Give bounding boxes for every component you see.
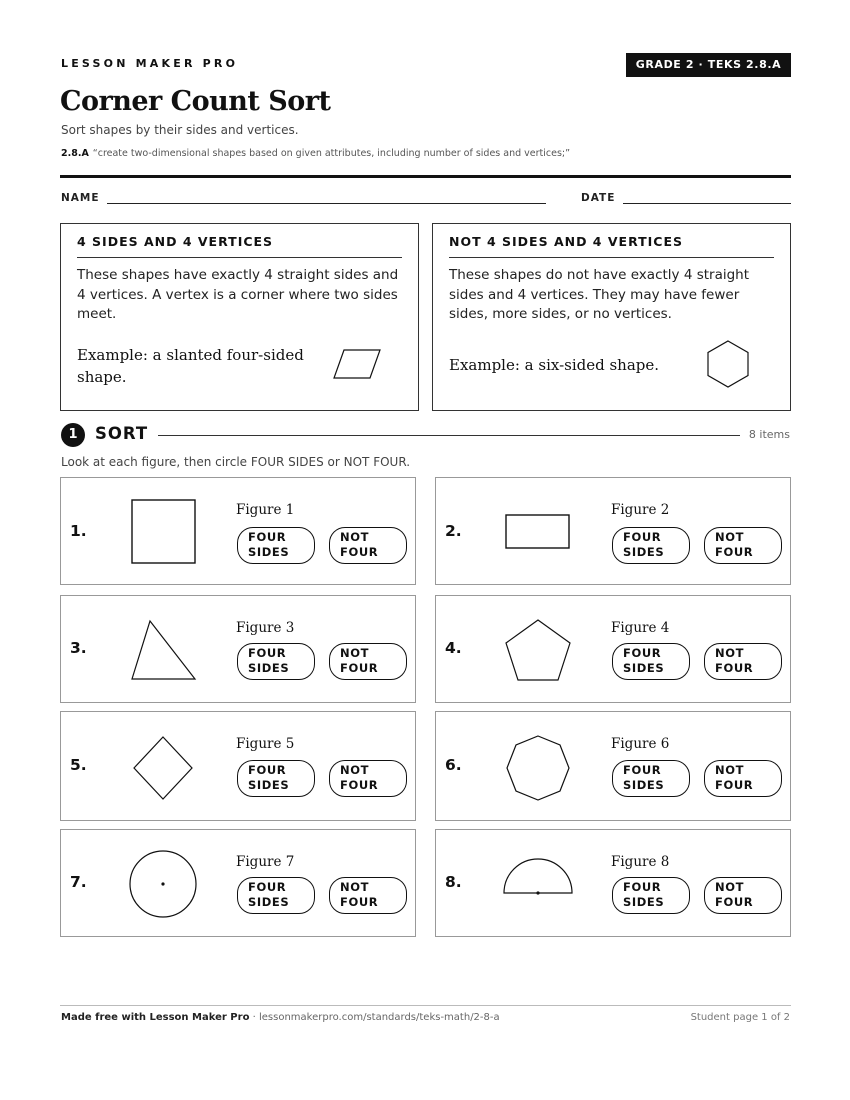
- choice-text: FOUR: [248, 762, 287, 777]
- hexagon-icon: [703, 338, 753, 390]
- choice-text: FOUR: [715, 778, 754, 792]
- item-count: 8 items: [748, 428, 790, 441]
- sort-item-7: [60, 829, 416, 937]
- figure-label: Figure 5: [236, 736, 295, 752]
- definition-description: These shapes do not have exactly 4 straight sides and 4 vertices. They may have fewer sides, more sides, or no vertices.: [449, 267, 750, 322]
- four-sides-choice[interactable]: [237, 527, 315, 564]
- definition-example: Example: a slanted four-sided shape.: [77, 346, 304, 386]
- footer-url[interactable]: · lessonmakerpro.com/standards/teks-math/2-8-a: [252, 1012, 500, 1023]
- four-sides-choice[interactable]: [237, 643, 315, 680]
- choice-text: FOUR: [715, 661, 754, 675]
- definition-not-four-sides: [432, 223, 791, 411]
- four-sides-choice[interactable]: [612, 643, 690, 680]
- not-four-choice[interactable]: [329, 527, 407, 564]
- name-label: NAME: [61, 192, 100, 204]
- grade-badge: GRADE 2 · TEKS 2.8.A: [626, 53, 791, 77]
- section-title: SORT: [95, 424, 149, 443]
- item-number: 8.: [445, 873, 462, 891]
- choice-text: FOUR: [623, 529, 662, 544]
- circle-icon: [126, 849, 200, 921]
- standard-text: “create two-dimensional shapes based on given attributes, including number of sides and vertices;”: [92, 148, 571, 159]
- definition-heading: NOT 4 SIDES AND 4 VERTICES: [449, 234, 684, 249]
- choice-text: SIDES: [623, 545, 665, 559]
- section-instructions: Look at each figure, then circle FOUR SIDES or NOT FOUR.: [61, 455, 411, 469]
- sort-item-1: [60, 477, 416, 585]
- choice-text: FOUR: [623, 762, 662, 777]
- footer-made-with: Made free with Lesson Maker Pro: [61, 1012, 250, 1023]
- choice-text: SIDES: [248, 895, 290, 909]
- choice-text: FOUR: [340, 778, 379, 792]
- header-divider: [60, 175, 791, 178]
- choice-text: FOUR: [340, 661, 379, 675]
- section-divider: [158, 435, 740, 436]
- definition-description: These shapes have exactly 4 straight sides and 4 vertices. A vertex is a corner where two sides meet.: [77, 267, 399, 322]
- footer-credit: [61, 1012, 500, 1023]
- not-four-choice[interactable]: [704, 643, 782, 680]
- page-subtitle: Sort shapes by their sides and vertices.: [61, 123, 299, 137]
- square-icon: [126, 496, 200, 570]
- choice-text: SIDES: [248, 661, 290, 675]
- choice-text: FOUR: [715, 895, 754, 909]
- rhombus-icon: [126, 733, 200, 803]
- four-sides-choice[interactable]: [612, 877, 690, 914]
- figure-label: Figure 6: [611, 736, 670, 752]
- name-field[interactable]: [107, 203, 546, 204]
- sort-item-4: [435, 595, 791, 703]
- choice-text: NOT: [715, 529, 745, 544]
- figure-label: Figure 7: [236, 854, 295, 870]
- choice-text: FOUR: [248, 645, 287, 660]
- choice-text: NOT: [340, 645, 370, 660]
- not-four-choice[interactable]: [704, 760, 782, 797]
- choice-text: NOT: [340, 762, 370, 777]
- four-sides-choice[interactable]: [612, 527, 690, 564]
- choice-text: NOT: [715, 645, 745, 660]
- figure-label: Figure 4: [611, 620, 670, 636]
- item-number: 3.: [70, 639, 87, 657]
- sort-item-6: [435, 711, 791, 821]
- section-number: 1: [61, 423, 85, 447]
- figure-label: Figure 2: [611, 502, 670, 518]
- not-four-choice[interactable]: [329, 877, 407, 914]
- item-number: 2.: [445, 522, 462, 540]
- choice-text: FOUR: [340, 895, 379, 909]
- not-four-choice[interactable]: [704, 527, 782, 564]
- choice-text: FOUR: [248, 879, 287, 894]
- item-number: 7.: [70, 873, 87, 891]
- sort-item-5: [60, 711, 416, 821]
- standard-reference: [61, 148, 570, 159]
- not-four-choice[interactable]: [329, 643, 407, 680]
- definition-four-sides: [60, 223, 419, 411]
- choice-text: FOUR: [623, 879, 662, 894]
- choice-text: SIDES: [623, 895, 665, 909]
- item-number: 1.: [70, 522, 87, 540]
- sort-item-2: [435, 477, 791, 585]
- definition-divider: [449, 257, 774, 258]
- item-number: 6.: [445, 756, 462, 774]
- choice-text: SIDES: [248, 778, 290, 792]
- semicircle-icon: [501, 854, 575, 898]
- choice-text: NOT: [340, 529, 370, 544]
- footer-page-number: Student page 1 of 2: [690, 1012, 790, 1023]
- brand-name: LESSON MAKER PRO: [61, 57, 239, 70]
- figure-label: Figure 8: [611, 854, 670, 870]
- sort-item-8: [435, 829, 791, 937]
- choice-text: SIDES: [623, 661, 665, 675]
- figure-label: Figure 1: [236, 502, 295, 518]
- choice-text: NOT: [715, 762, 745, 777]
- definition-heading: 4 SIDES AND 4 VERTICES: [77, 234, 274, 249]
- not-four-choice[interactable]: [704, 877, 782, 914]
- choice-text: FOUR: [248, 529, 287, 544]
- item-number: 5.: [70, 756, 87, 774]
- sort-item-3: [60, 595, 416, 703]
- date-field[interactable]: [623, 203, 791, 204]
- choice-text: SIDES: [623, 778, 665, 792]
- four-sides-choice[interactable]: [237, 760, 315, 797]
- choice-text: FOUR: [340, 545, 379, 559]
- choice-text: NOT: [340, 879, 370, 894]
- not-four-choice[interactable]: [329, 760, 407, 797]
- figure-label: Figure 3: [236, 620, 295, 636]
- octagon-icon: [501, 733, 575, 803]
- definition-divider: [77, 257, 402, 258]
- choice-text: FOUR: [623, 645, 662, 660]
- rectangle-icon: [501, 508, 575, 558]
- standard-code: 2.8.A: [61, 148, 89, 159]
- triangle-icon: [126, 616, 200, 686]
- item-number: 4.: [445, 639, 462, 657]
- choice-text: NOT: [715, 879, 745, 894]
- pentagon-icon: [501, 616, 575, 686]
- choice-text: FOUR: [715, 545, 754, 559]
- date-label: DATE: [581, 192, 616, 204]
- footer-divider: [60, 1005, 791, 1006]
- four-sides-choice[interactable]: [612, 760, 690, 797]
- parallelogram-icon: [329, 346, 385, 382]
- choice-text: SIDES: [248, 545, 290, 559]
- four-sides-choice[interactable]: [237, 877, 315, 914]
- definition-example: Example: a six-sided shape.: [449, 356, 660, 374]
- page-title: Corner Count Sort: [60, 86, 331, 117]
